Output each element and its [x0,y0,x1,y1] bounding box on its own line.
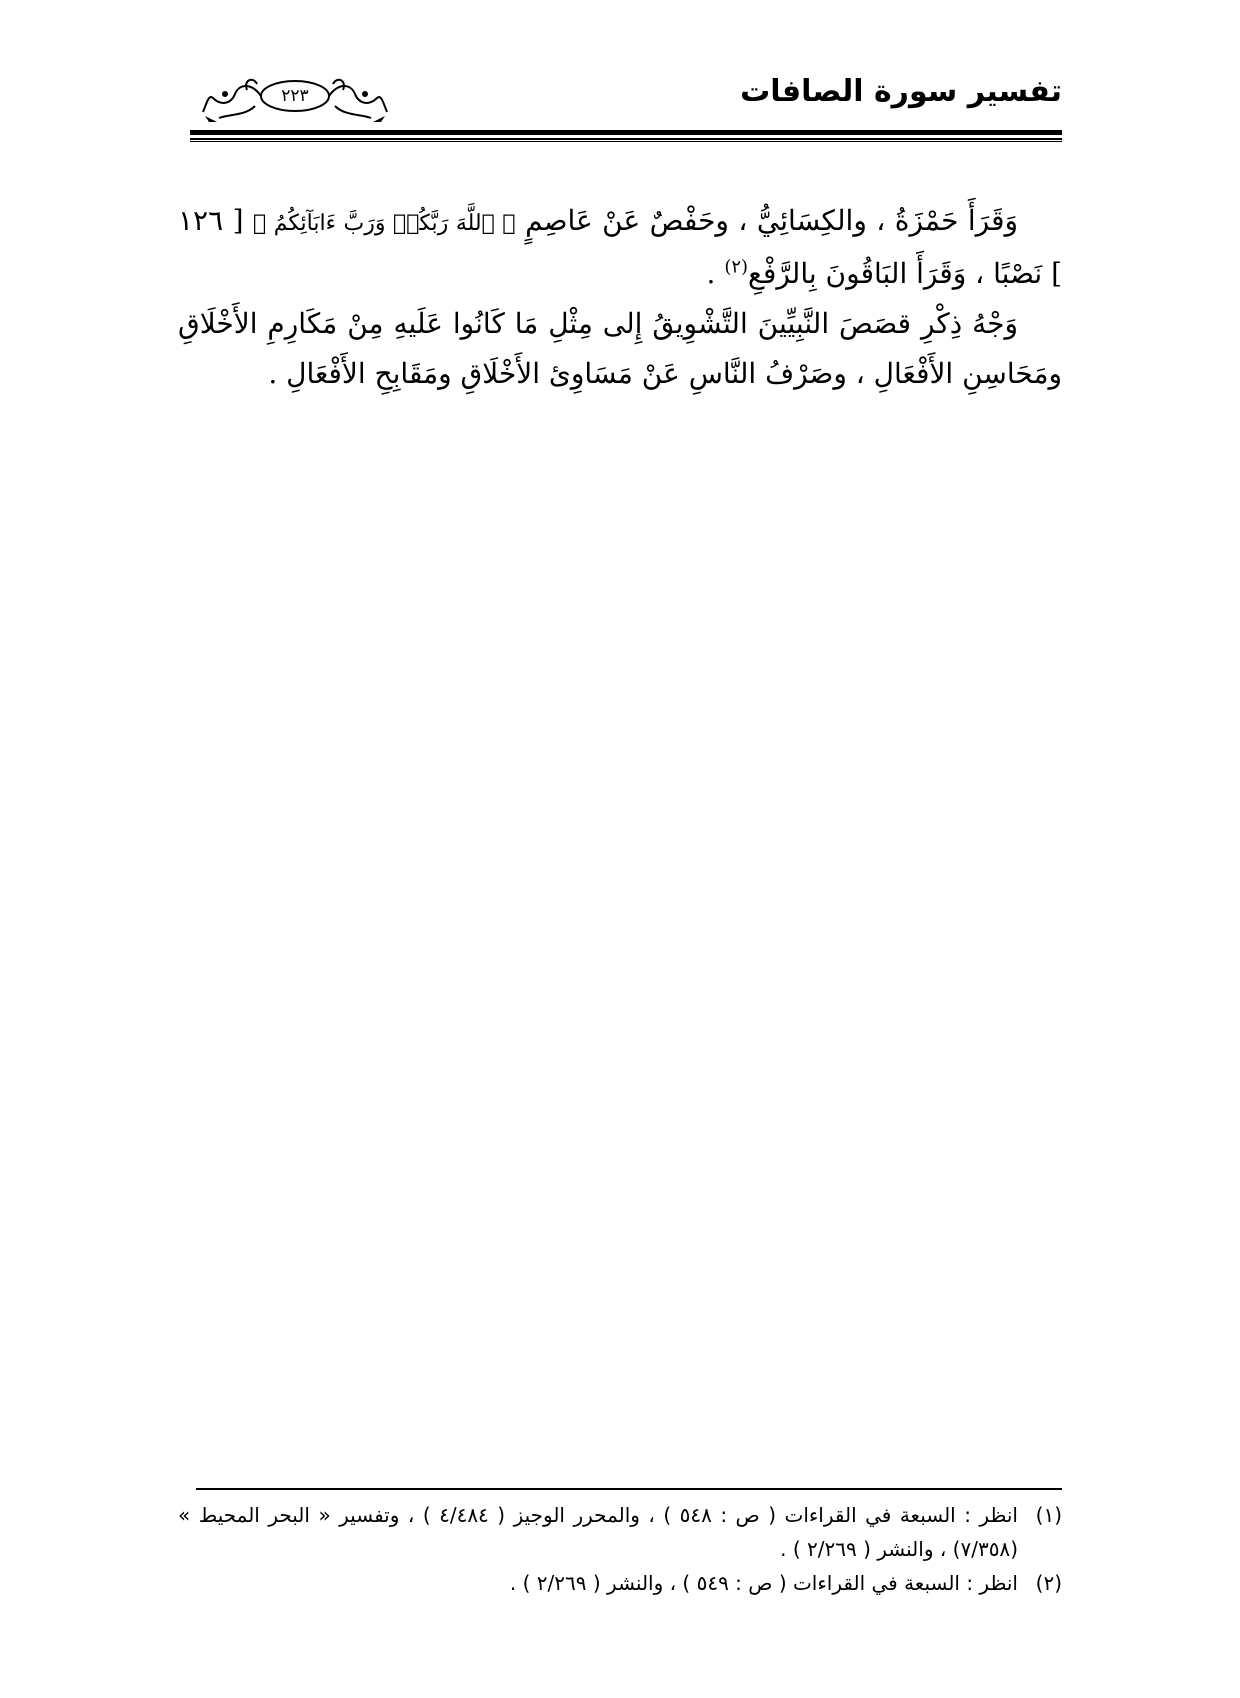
footnote-ref-2[interactable]: (٢) [724,256,749,278]
paragraph-1-text-a: وَقَرَأَ حَمْزَةُ ، والكِسَائِيُّ ، وحَفْصٌ عَنْ عَاصِمٍ [525,204,1019,237]
paragraph-1-text-b: [ ١٢٦ ] نَصْبًا ، وَقَرَأَ البَاقُونَ بِالرَّفْعِ [178,204,1062,290]
footnote-separator [196,1488,1062,1490]
footnote-text: انظر : السبعة في القراءات ( ص : ٥٤٩ ) ، والنشر ( ٢/٢٦٩ ) . [509,1571,1018,1595]
paragraph-2: وَجْهُ ذِكْرِ قصَصَ النَّبِيِّينَ التَّشْوِيقُ إِلى مِثْلِ مَا كَانُوا عَلَيهِ مِنْ مَكَارِمِ الأَخْلَاقِ ومَحَاسِنِ الأَفْعَالِ ، وصَرْفُ النَّاسِ عَنْ مَسَاوِئ الأَخْلَاقِ ومَقَابِحِ الأَفْعَالِ . [178,307,1062,390]
footnote-number: (٢) [1035,1571,1062,1595]
header-rule-thin [190,141,1062,142]
page-number: ٢٢٣ [281,86,309,106]
running-title: تفسير سورة الصافات [740,74,1062,109]
header-rule-thick [190,130,1062,135]
footnotes [178,1498,1062,1600]
paragraph-1-end: . [706,257,725,290]
footnote-1 [178,1498,1062,1566]
header-rule-medium [190,138,1062,140]
footnote-number: (١) [1035,1503,1062,1527]
footnote-text: انظر : السبعة في القراءات ( ص : ٥٤٨ ) ، والمحرر الوجيز ( ٤/٤٨٤ ) ، وتفسير « البحر المحيط » (٧/٣٥٨) ، والنشر ( ٢/٢٦٩ ) . [178,1503,1018,1561]
main-text [178,196,1062,399]
quran-verse: ﴿ ٱللَّهَ رَبَّكُمۡ وَرَبَّ ءَابَآئِكُمُ ﴾ [252,211,516,236]
footnote-2 [178,1566,1062,1600]
paragraph-1 [178,196,1062,299]
